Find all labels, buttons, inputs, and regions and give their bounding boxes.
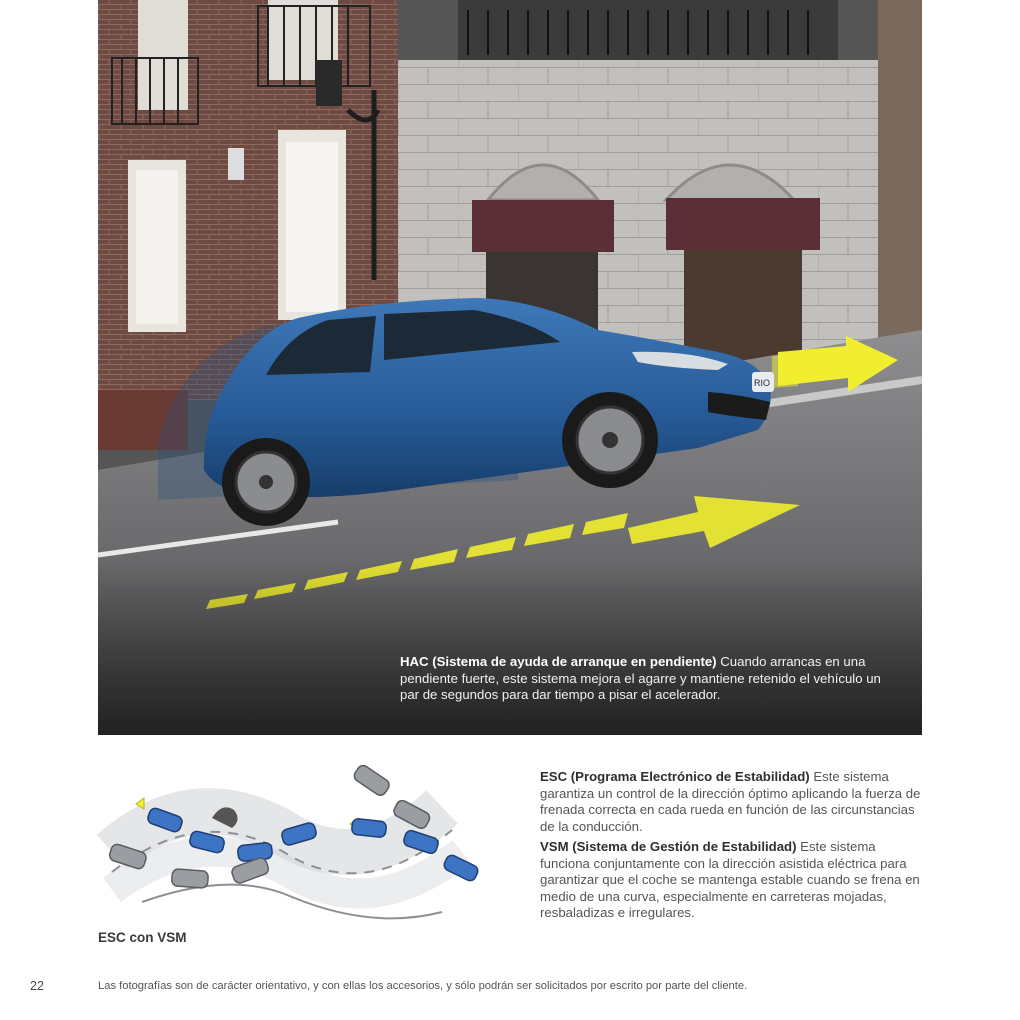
esc-body: Este sistema garantiza un control de la dirección óptimo aplicando la fuerza de frenada correcta en cada rueda en función de las circunstancias de la conducción. [540,769,921,834]
esc-vsm-diagram [82,762,510,937]
street-scene-illustration [98,0,922,735]
vsm-body: Este sistema funciona conjuntamente con la dirección asistida eléctrica para garantizar que el coche se mantenga estable cuando se frena en medio de una curva, especialmente en carreteras mojadas, resbaladizas e irregulares. [540,839,920,920]
esc-description [540,769,925,835]
hac-caption [400,654,900,704]
car-badge: RIO [754,378,771,388]
hac-title: HAC (Sistema de ayuda de arranque en pendiente) [400,654,721,669]
page-number: 22 [30,979,44,993]
esc-vsm-illustration [82,762,510,937]
footer-disclaimer: Las fotografías son de carácter orientativo, y con ellas los accesorios, y sólo podrán ser solicitados por escrito por parte del cliente. [98,980,748,992]
vsm-description [540,839,925,922]
esc-title: ESC (Programa Electrónico de Estabilidad) [540,769,814,784]
hac-body: Cuando arrancas en una pendiente fuerte, este sistema mejora el agarre y mantiene retenido el vehículo un par de segundos para dar tiempo a pisar el acelerador. [400,654,881,702]
diagram-label: ESC con VSM [98,930,187,945]
vsm-title: VSM (Sistema de Gestión de Estabilidad) [540,839,801,854]
hero-photo [98,0,922,735]
